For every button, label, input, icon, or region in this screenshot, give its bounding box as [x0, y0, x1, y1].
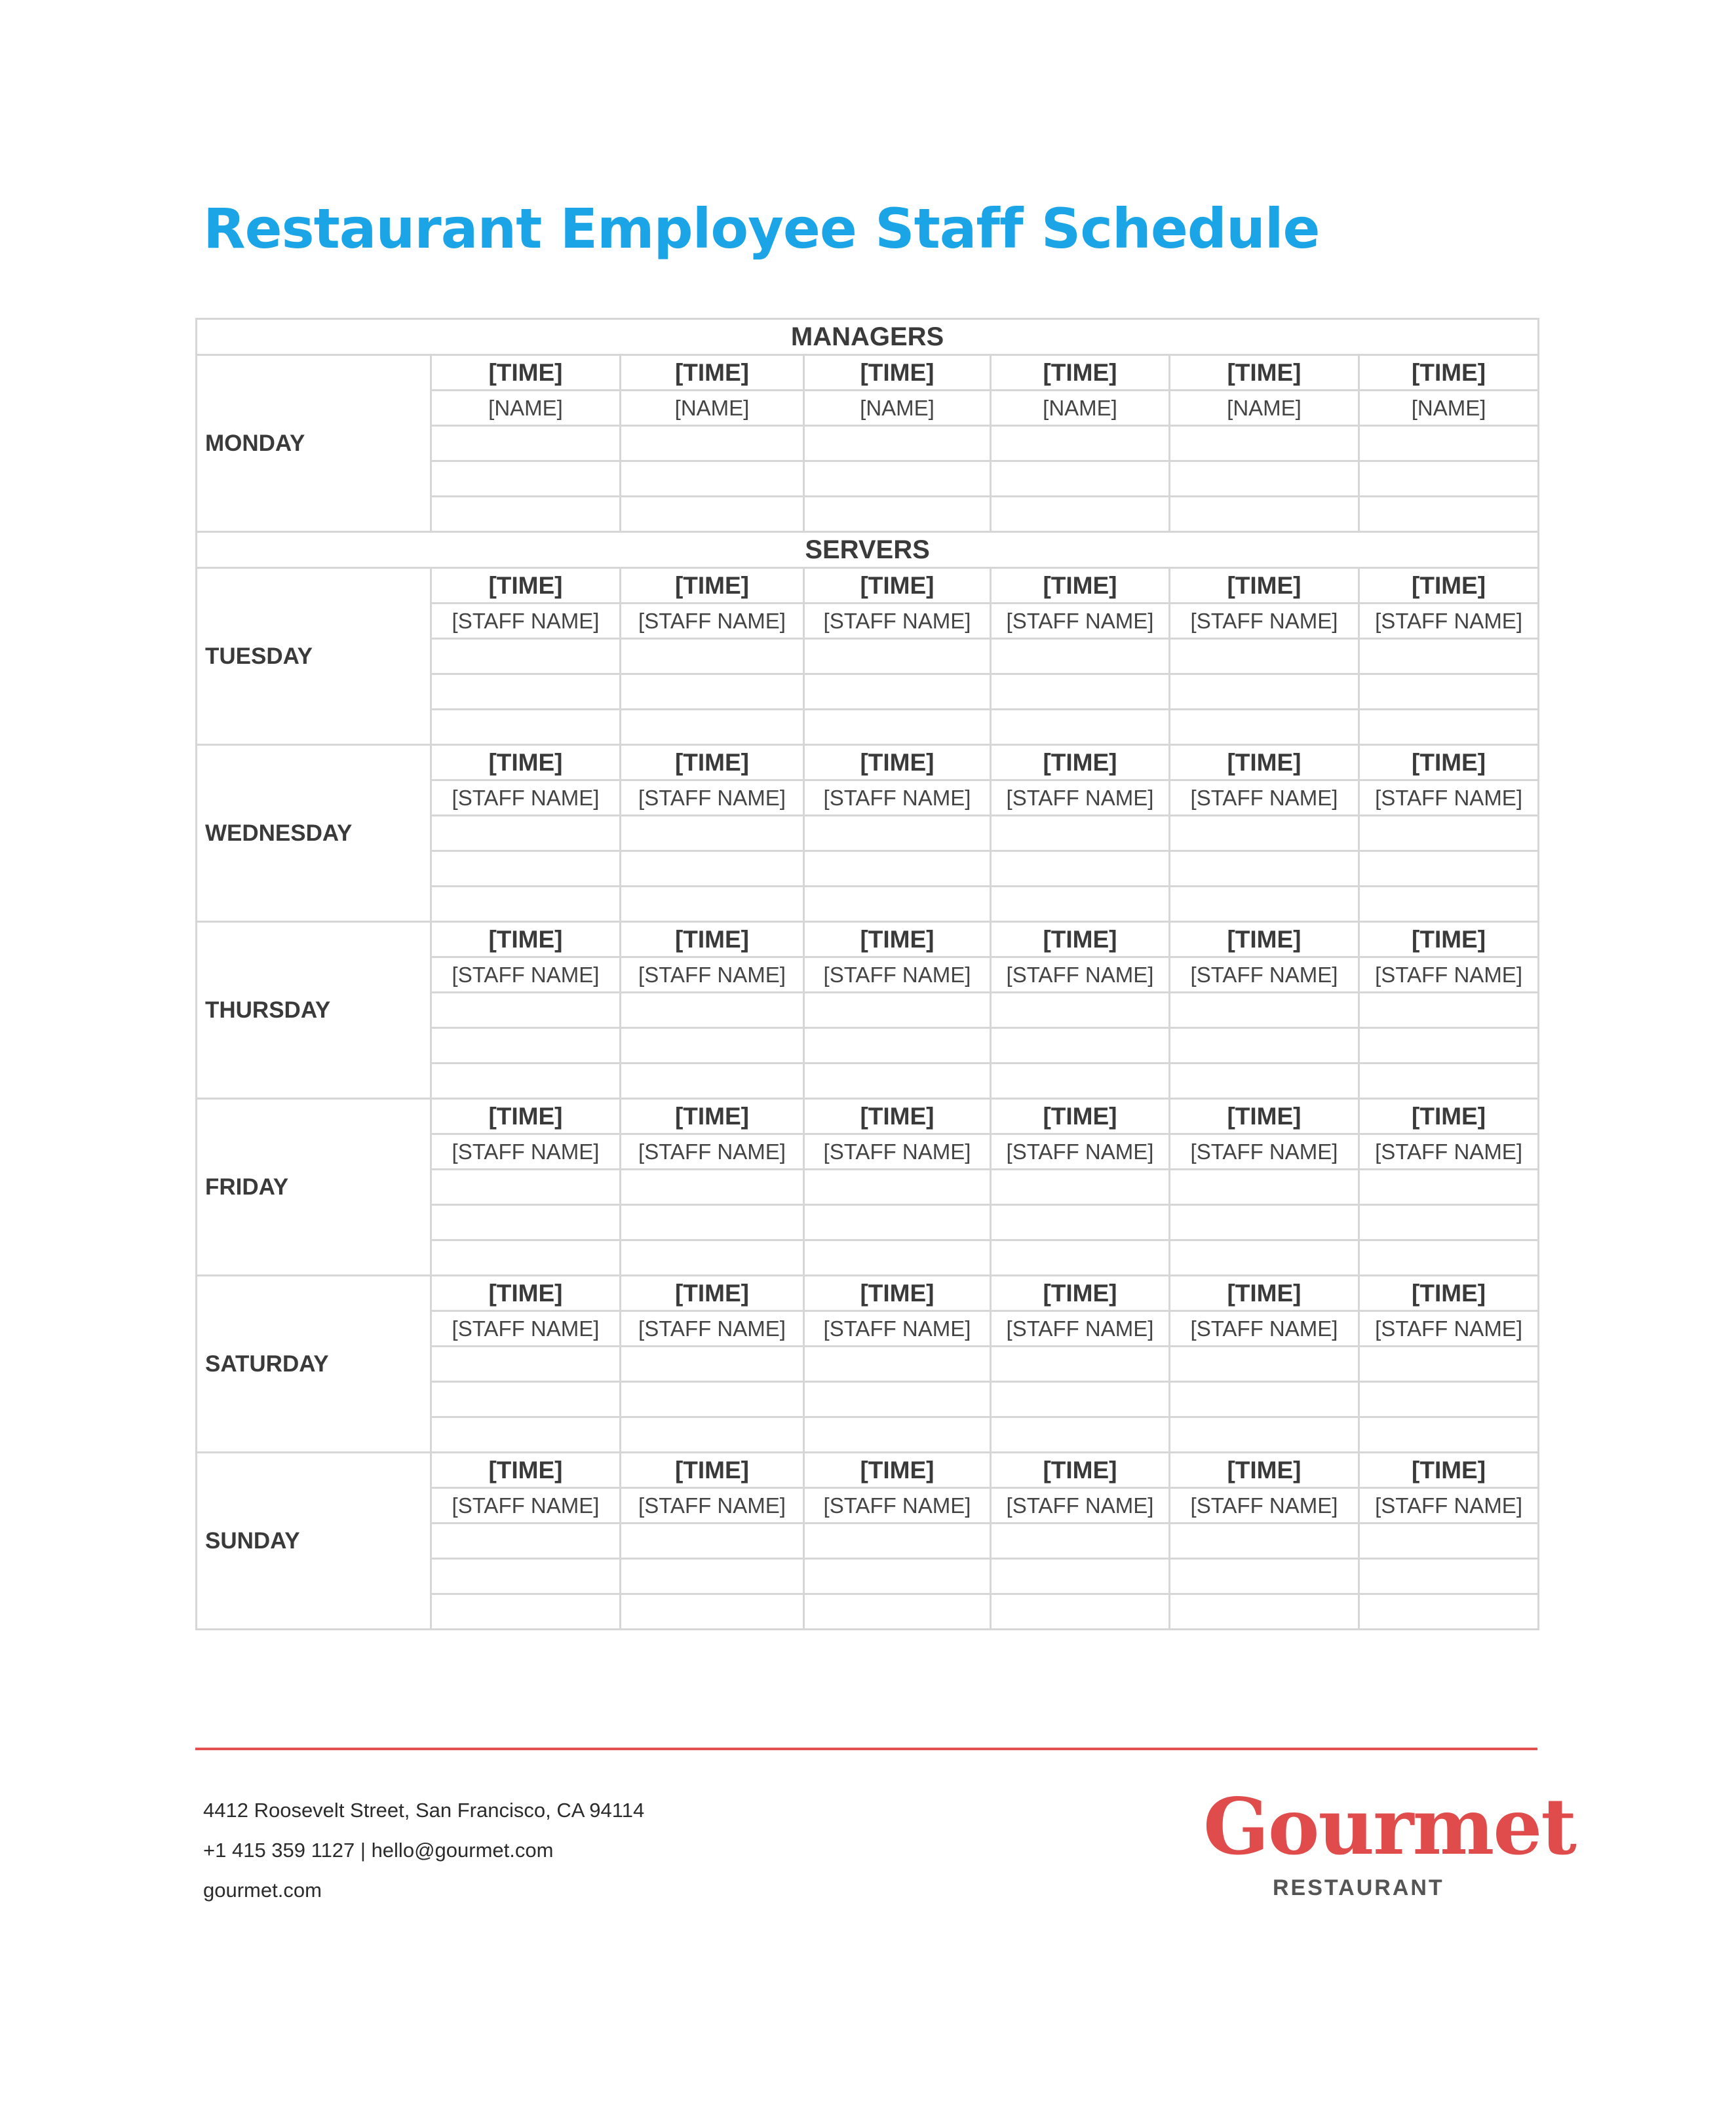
empty-cell[interactable]	[431, 1559, 621, 1594]
shift-time-cell[interactable]: [TIME]	[431, 355, 621, 391]
staff-name-cell[interactable]: [STAFF NAME]	[804, 957, 991, 993]
page-title: Restaurant Employee Staff Schedule	[203, 197, 1320, 261]
shift-time-cell[interactable]: [TIME]	[431, 1276, 621, 1311]
staff-name-cell[interactable]: [STAFF NAME]	[804, 1311, 991, 1347]
empty-cell[interactable]	[1359, 1170, 1539, 1205]
empty-cell[interactable]	[431, 1205, 621, 1240]
empty-cell[interactable]	[621, 674, 804, 710]
empty-cell[interactable]	[431, 497, 621, 532]
staff-name-cell[interactable]: [STAFF NAME]	[431, 604, 621, 639]
empty-cell[interactable]	[991, 674, 1170, 710]
staff-name-cell[interactable]: [STAFF NAME]	[621, 1488, 804, 1524]
empty-cell[interactable]	[804, 1205, 991, 1240]
staff-name-cell[interactable]: [STAFF NAME]	[991, 957, 1170, 993]
staff-name-cell[interactable]: [STAFF NAME]	[1170, 780, 1359, 816]
shift-time-cell[interactable]: [TIME]	[1359, 922, 1539, 957]
shift-time-cell[interactable]: [TIME]	[1359, 745, 1539, 780]
empty-cell[interactable]	[1170, 1524, 1359, 1559]
shift-time-cell[interactable]: [TIME]	[804, 355, 991, 391]
shift-time-cell[interactable]: [TIME]	[621, 568, 804, 604]
table-row	[197, 355, 1539, 391]
empty-cell[interactable]	[1170, 674, 1359, 710]
shift-time-cell[interactable]: [TIME]	[1170, 922, 1359, 957]
empty-cell[interactable]	[1170, 497, 1359, 532]
day-label: WEDNESDAY	[197, 745, 431, 922]
logo-wordmark: Gourmet	[1203, 1781, 1575, 1872]
empty-cell[interactable]	[991, 497, 1170, 532]
section-row	[197, 319, 1539, 355]
empty-cell[interactable]	[1170, 993, 1359, 1028]
empty-cell[interactable]	[1170, 710, 1359, 745]
empty-cell[interactable]	[804, 1417, 991, 1453]
day-label: THURSDAY	[197, 922, 431, 1099]
shift-time-cell[interactable]: [TIME]	[1170, 1099, 1359, 1134]
empty-cell[interactable]	[1170, 887, 1359, 922]
empty-cell[interactable]	[991, 1594, 1170, 1630]
shift-time-cell[interactable]: [TIME]	[991, 568, 1170, 604]
shift-time-cell[interactable]: [TIME]	[1170, 568, 1359, 604]
empty-cell[interactable]	[431, 816, 621, 851]
empty-cell[interactable]	[1170, 1205, 1359, 1240]
empty-cell[interactable]	[1170, 1559, 1359, 1594]
staff-name-cell[interactable]: [STAFF NAME]	[1170, 957, 1359, 993]
empty-cell[interactable]	[1170, 1417, 1359, 1453]
empty-cell[interactable]	[621, 426, 804, 461]
empty-cell[interactable]	[1170, 1028, 1359, 1064]
empty-cell[interactable]	[804, 710, 991, 745]
empty-cell[interactable]	[431, 639, 621, 674]
empty-cell[interactable]	[431, 993, 621, 1028]
empty-cell[interactable]	[1359, 461, 1539, 497]
empty-cell[interactable]	[621, 816, 804, 851]
empty-cell[interactable]	[991, 993, 1170, 1028]
shift-time-cell[interactable]: [TIME]	[804, 1276, 991, 1311]
day-label: SATURDAY	[197, 1276, 431, 1453]
empty-cell[interactable]	[431, 887, 621, 922]
shift-time-cell[interactable]: [TIME]	[1359, 1099, 1539, 1134]
shift-time-cell[interactable]: [TIME]	[621, 1099, 804, 1134]
staff-name-cell[interactable]: [STAFF NAME]	[804, 1488, 991, 1524]
staff-name-cell[interactable]: [STAFF NAME]	[1170, 1134, 1359, 1170]
empty-cell[interactable]	[991, 1347, 1170, 1382]
empty-cell[interactable]	[991, 1170, 1170, 1205]
staff-name-cell[interactable]: [STAFF NAME]	[804, 604, 991, 639]
empty-cell[interactable]	[1170, 1240, 1359, 1276]
shift-time-cell[interactable]: [TIME]	[621, 922, 804, 957]
empty-cell[interactable]	[991, 639, 1170, 674]
staff-name-cell[interactable]: [STAFF NAME]	[991, 1134, 1170, 1170]
staff-name-cell[interactable]: [STAFF NAME]	[621, 1311, 804, 1347]
empty-cell[interactable]	[621, 851, 804, 887]
empty-cell[interactable]	[991, 1524, 1170, 1559]
empty-cell[interactable]	[431, 674, 621, 710]
staff-name-cell[interactable]: [NAME]	[804, 391, 991, 426]
shift-time-cell[interactable]: [TIME]	[1359, 568, 1539, 604]
section-row	[197, 532, 1539, 568]
empty-cell[interactable]	[991, 1028, 1170, 1064]
shift-time-cell[interactable]: [TIME]	[431, 1453, 621, 1488]
empty-cell[interactable]	[804, 426, 991, 461]
empty-cell[interactable]	[621, 1524, 804, 1559]
empty-cell[interactable]	[804, 639, 991, 674]
staff-name-cell[interactable]: [STAFF NAME]	[621, 780, 804, 816]
staff-name-cell[interactable]: [NAME]	[991, 391, 1170, 426]
empty-cell[interactable]	[1359, 1594, 1539, 1630]
empty-cell[interactable]	[991, 816, 1170, 851]
empty-cell[interactable]	[1170, 1170, 1359, 1205]
empty-cell[interactable]	[1170, 461, 1359, 497]
empty-cell[interactable]	[991, 1205, 1170, 1240]
shift-time-cell[interactable]: [TIME]	[431, 1099, 621, 1134]
empty-cell[interactable]	[804, 1064, 991, 1099]
empty-cell[interactable]	[1359, 887, 1539, 922]
staff-name-cell[interactable]: [STAFF NAME]	[621, 957, 804, 993]
empty-cell[interactable]	[1359, 993, 1539, 1028]
empty-cell[interactable]	[1359, 1028, 1539, 1064]
empty-cell[interactable]	[1170, 426, 1359, 461]
empty-cell[interactable]	[431, 1028, 621, 1064]
empty-cell[interactable]	[431, 710, 621, 745]
shift-time-cell[interactable]: [TIME]	[621, 355, 804, 391]
staff-name-cell[interactable]: [STAFF NAME]	[431, 1134, 621, 1170]
shift-time-cell[interactable]: [TIME]	[431, 745, 621, 780]
empty-cell[interactable]	[621, 461, 804, 497]
empty-cell[interactable]	[1359, 1240, 1539, 1276]
empty-cell[interactable]	[431, 1170, 621, 1205]
empty-cell[interactable]	[991, 461, 1170, 497]
table-row	[197, 745, 1539, 780]
table-row	[197, 568, 1539, 604]
empty-cell[interactable]	[621, 993, 804, 1028]
empty-cell[interactable]	[804, 1347, 991, 1382]
empty-cell[interactable]	[1170, 1382, 1359, 1417]
staff-name-cell[interactable]: [STAFF NAME]	[1170, 604, 1359, 639]
staff-name-cell[interactable]: [NAME]	[1359, 391, 1539, 426]
empty-cell[interactable]	[804, 1382, 991, 1417]
empty-cell[interactable]	[621, 1028, 804, 1064]
staff-name-cell[interactable]: [STAFF NAME]	[431, 957, 621, 993]
empty-cell[interactable]	[1359, 816, 1539, 851]
shift-time-cell[interactable]: [TIME]	[621, 1453, 804, 1488]
empty-cell[interactable]	[1359, 1382, 1539, 1417]
empty-cell[interactable]	[621, 639, 804, 674]
empty-cell[interactable]	[621, 1347, 804, 1382]
empty-cell[interactable]	[431, 1524, 621, 1559]
table-row	[197, 1453, 1539, 1488]
staff-name-cell[interactable]: [STAFF NAME]	[431, 780, 621, 816]
shift-time-cell[interactable]: [TIME]	[804, 568, 991, 604]
staff-name-cell[interactable]: [NAME]	[1170, 391, 1359, 426]
staff-name-cell[interactable]: [STAFF NAME]	[991, 604, 1170, 639]
empty-cell[interactable]	[1170, 816, 1359, 851]
staff-name-cell[interactable]: [STAFF NAME]	[1359, 1488, 1539, 1524]
staff-name-cell[interactable]: [STAFF NAME]	[804, 1134, 991, 1170]
empty-cell[interactable]	[431, 1064, 621, 1099]
empty-cell[interactable]	[804, 674, 991, 710]
empty-cell[interactable]	[1359, 497, 1539, 532]
footer-divider	[195, 1748, 1537, 1750]
empty-cell[interactable]	[804, 1240, 991, 1276]
staff-name-cell[interactable]: [STAFF NAME]	[1359, 957, 1539, 993]
shift-time-cell[interactable]: [TIME]	[991, 1453, 1170, 1488]
shift-time-cell[interactable]: [TIME]	[1170, 1276, 1359, 1311]
staff-name-cell[interactable]: [STAFF NAME]	[1359, 604, 1539, 639]
table-row	[197, 1276, 1539, 1311]
table-row	[197, 922, 1539, 957]
empty-cell[interactable]	[1170, 639, 1359, 674]
footer-website: gourmet.com	[203, 1879, 322, 1902]
day-label: SUNDAY	[197, 1453, 431, 1630]
empty-cell[interactable]	[621, 1240, 804, 1276]
empty-cell[interactable]	[431, 851, 621, 887]
shift-time-cell[interactable]: [TIME]	[1170, 1453, 1359, 1488]
empty-cell[interactable]	[804, 1170, 991, 1205]
empty-cell[interactable]	[991, 851, 1170, 887]
empty-cell[interactable]	[1359, 674, 1539, 710]
staff-name-cell[interactable]: [NAME]	[431, 391, 621, 426]
schedule-table	[195, 318, 1539, 1630]
section-header: SERVERS	[197, 532, 1539, 568]
empty-cell[interactable]	[804, 1524, 991, 1559]
staff-name-cell[interactable]: [STAFF NAME]	[431, 1311, 621, 1347]
staff-name-cell[interactable]: [STAFF NAME]	[991, 1488, 1170, 1524]
empty-cell[interactable]	[431, 1417, 621, 1453]
empty-cell[interactable]	[991, 426, 1170, 461]
empty-cell[interactable]	[431, 426, 621, 461]
shift-time-cell[interactable]: [TIME]	[991, 1099, 1170, 1134]
empty-cell[interactable]	[1359, 1205, 1539, 1240]
empty-cell[interactable]	[991, 710, 1170, 745]
staff-name-cell[interactable]: [STAFF NAME]	[1359, 780, 1539, 816]
shift-time-cell[interactable]: [TIME]	[1359, 355, 1539, 391]
empty-cell[interactable]	[991, 1240, 1170, 1276]
shift-time-cell[interactable]: [TIME]	[1170, 355, 1359, 391]
staff-name-cell[interactable]: [STAFF NAME]	[1359, 1311, 1539, 1347]
empty-cell[interactable]	[1170, 1347, 1359, 1382]
staff-name-cell[interactable]: [STAFF NAME]	[621, 1134, 804, 1170]
empty-cell[interactable]	[991, 1417, 1170, 1453]
empty-cell[interactable]	[1359, 851, 1539, 887]
empty-cell[interactable]	[431, 1347, 621, 1382]
empty-cell[interactable]	[991, 887, 1170, 922]
shift-time-cell[interactable]: [TIME]	[1359, 1276, 1539, 1311]
empty-cell[interactable]	[621, 1417, 804, 1453]
empty-cell[interactable]	[431, 461, 621, 497]
empty-cell[interactable]	[621, 887, 804, 922]
section-header: MANAGERS	[197, 319, 1539, 355]
shift-time-cell[interactable]: [TIME]	[1359, 1453, 1539, 1488]
staff-name-cell[interactable]: [STAFF NAME]	[1170, 1488, 1359, 1524]
shift-time-cell[interactable]: [TIME]	[431, 568, 621, 604]
empty-cell[interactable]	[431, 1240, 621, 1276]
shift-time-cell[interactable]: [TIME]	[991, 745, 1170, 780]
empty-cell[interactable]	[431, 1382, 621, 1417]
empty-cell[interactable]	[1359, 1064, 1539, 1099]
empty-cell[interactable]	[991, 1064, 1170, 1099]
empty-cell[interactable]	[804, 1559, 991, 1594]
day-label: MONDAY	[197, 355, 431, 532]
empty-cell[interactable]	[804, 816, 991, 851]
empty-cell[interactable]	[804, 851, 991, 887]
empty-cell[interactable]	[804, 497, 991, 532]
shift-time-cell[interactable]: [TIME]	[804, 745, 991, 780]
table-row	[197, 1099, 1539, 1134]
staff-name-cell[interactable]: [STAFF NAME]	[1170, 1311, 1359, 1347]
staff-name-cell[interactable]: [STAFF NAME]	[621, 604, 804, 639]
empty-cell[interactable]	[1170, 851, 1359, 887]
empty-cell[interactable]	[804, 887, 991, 922]
staff-name-cell[interactable]: [STAFF NAME]	[431, 1488, 621, 1524]
empty-cell[interactable]	[804, 1028, 991, 1064]
shift-time-cell[interactable]: [TIME]	[1170, 745, 1359, 780]
empty-cell[interactable]	[431, 1594, 621, 1630]
empty-cell[interactable]	[621, 497, 804, 532]
shift-time-cell[interactable]: [TIME]	[804, 922, 991, 957]
staff-name-cell[interactable]: [STAFF NAME]	[991, 1311, 1170, 1347]
staff-name-cell[interactable]: [STAFF NAME]	[1359, 1134, 1539, 1170]
empty-cell[interactable]	[1359, 426, 1539, 461]
empty-cell[interactable]	[621, 1205, 804, 1240]
empty-cell[interactable]	[1170, 1594, 1359, 1630]
empty-cell[interactable]	[991, 1382, 1170, 1417]
empty-cell[interactable]	[804, 461, 991, 497]
shift-time-cell[interactable]: [TIME]	[804, 1099, 991, 1134]
shift-time-cell[interactable]: [TIME]	[804, 1453, 991, 1488]
staff-name-cell[interactable]: [STAFF NAME]	[991, 780, 1170, 816]
day-label: FRIDAY	[197, 1099, 431, 1276]
shift-time-cell[interactable]: [TIME]	[621, 745, 804, 780]
empty-cell[interactable]	[621, 1559, 804, 1594]
shift-time-cell[interactable]: [TIME]	[991, 1276, 1170, 1311]
empty-cell[interactable]	[1170, 1064, 1359, 1099]
logo-subtitle: RESTAURANT	[1273, 1875, 1444, 1900]
staff-name-cell[interactable]: [STAFF NAME]	[804, 780, 991, 816]
empty-cell[interactable]	[1359, 639, 1539, 674]
day-label: TUESDAY	[197, 568, 431, 745]
footer-contact: +1 415 359 1127 | hello@gourmet.com	[203, 1839, 554, 1862]
shift-time-cell[interactable]: [TIME]	[431, 922, 621, 957]
empty-cell[interactable]	[1359, 1417, 1539, 1453]
empty-cell[interactable]	[804, 993, 991, 1028]
empty-cell[interactable]	[621, 1382, 804, 1417]
staff-name-cell[interactable]: [NAME]	[621, 391, 804, 426]
empty-cell[interactable]	[991, 1559, 1170, 1594]
empty-cell[interactable]	[1359, 1524, 1539, 1559]
empty-cell[interactable]	[1359, 710, 1539, 745]
shift-time-cell[interactable]: [TIME]	[621, 1276, 804, 1311]
shift-time-cell[interactable]: [TIME]	[991, 922, 1170, 957]
empty-cell[interactable]	[804, 1594, 991, 1630]
empty-cell[interactable]	[1359, 1559, 1539, 1594]
empty-cell[interactable]	[621, 1064, 804, 1099]
empty-cell[interactable]	[1359, 1347, 1539, 1382]
empty-cell[interactable]	[621, 1594, 804, 1630]
empty-cell[interactable]	[621, 1170, 804, 1205]
shift-time-cell[interactable]: [TIME]	[991, 355, 1170, 391]
empty-cell[interactable]	[621, 710, 804, 745]
footer-address: 4412 Roosevelt Street, San Francisco, CA 94114	[203, 1799, 645, 1822]
